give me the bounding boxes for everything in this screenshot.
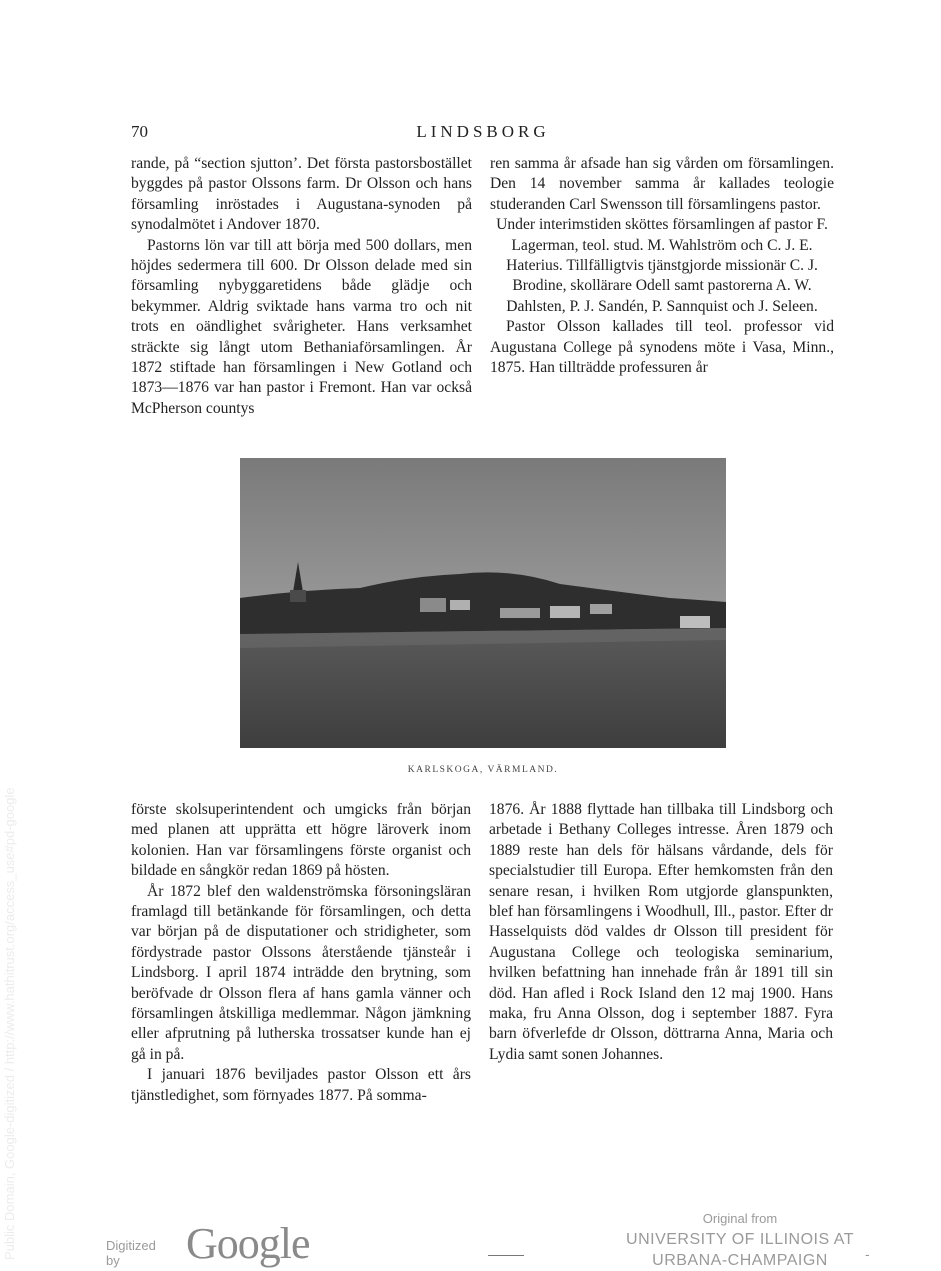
paragraph: ren samma år afsade han sig vården om församlingen. Den 14 november samma år kallades teologie studeranden Carl Swensson till församlingens pastor.	[490, 155, 834, 213]
paragraph: Pastor Olsson kallades till teol. professor vid Augustana College på synodens möte i Vasa, Minn., 1875. Han tillträdde professuren år	[490, 318, 834, 377]
text-column-bottom-right	[489, 800, 833, 1065]
university-line-2: URBANA-CHAMPAIGN	[652, 1252, 828, 1269]
photo-illustration	[240, 458, 726, 748]
paragraph: 1876. År 1888 flyttade han tillbaka till Lindsborg och arbetade i Bethany Colleges intresse. Åren 1879 och 1889 reste han dels för hälsans vårdande, dels för specialstudier till Europa. Efter hemkomsten från den senare resan, i hvilken Rom utgjorde glanspunkten, blef han församlingens i Woodhull, Ill., pastor. Efter dr Hasselquists död valdes dr Olsson till president för Augustana College och teologiska seminarium, hvilken befattning han innehade från år 1891 till sin död. Han afled i Rock Island den 12 maj 1900. Hans maka, fru Anna Olsson, dog i september 1887. Fyra barn öfverlefde dr Olsson, döttrarna Anna, Maria och Lydia samt sonen Johannes.	[489, 801, 833, 1063]
paragraph: Pastorns lön var till att börja med 500 dollars, men höjdes sedermera till 600. Dr Olsson delade med sin församling nybyggaretidens både glädje och bekymmer. Aldrig sviktade hans varma tro och nit trots en oändlighet svårigheter. Hans verksamhet sträckte sig långt utom Bethaniaförsamlingen. År 1872 stiftade han församlingen i New Gotland och 1873—1876 var han pastor i Fremont. Han var också McPherson countys	[131, 236, 472, 417]
paragraph: I januari 1876 beviljades pastor Olsson ett års tjänstledighet, som förnyades 1877. På somma-	[131, 1066, 471, 1104]
text-column-top-left	[131, 154, 472, 419]
original-from-block	[625, 1208, 855, 1271]
paragraph: rande, på “section sjutton’. Det första pastorsbostället byggdes på pastor Olssons farm. Dr Olsson och hans församling inröstades i Augustana-synoden på synodalmötet i Andover 1870.	[131, 155, 472, 234]
paragraph: År 1872 blef den waldenströmska försoningsläran framlagd till betänkande för församlingen, och detta var början på de disputationer och stridigheter, som fördystrade pastor Olssons återstående tjänsteår i Lindsborg. I april 1874 inträdde den brytning, som beröfvade dr Olsson flera af hans gamla vänner och församlingen åtskilliga medlemmar. Någon jämkning eller afprutning på lutherska trossatser kunde han ej gå in på.	[131, 882, 471, 1063]
side-watermark: Public Domain, Google-digitized / http://www.hathitrust.org/access_use#pd-google	[2, 787, 17, 1260]
footer-dash: -	[865, 1246, 870, 1262]
text-column-top-right	[490, 154, 834, 378]
footer-rule	[488, 1255, 524, 1256]
page-header	[131, 122, 835, 146]
university-line-1: UNIVERSITY OF ILLINOIS AT	[626, 1231, 854, 1248]
paragraph: förste skolsuperintendent och umgicks från början med planen att upprätta ett högre läroverk inom kolonien. Han var församlingens förste organist och bildade en sångkör redan 1869 på hösten.	[131, 801, 471, 880]
text-column-bottom-left	[131, 800, 471, 1106]
running-head: LINDSBORG	[416, 122, 550, 141]
google-logo: Google	[186, 1219, 310, 1268]
paragraph: Under interimstiden sköttes församlingen af pastor F. Lagerman, teol. stud. M. Wahlström och C. J. E. Haterius. Tillfälligtvis tjänstgjorde missionär C. J. Brodine, skollärare Odell samt pastorerna A. W. Dahlsten, P. J. Sandén, P. Sannquist och J. Seleen.	[496, 216, 828, 315]
landscape-photo	[240, 458, 726, 748]
photo-caption: KARLSKOGA, VÄRMLAND.	[407, 765, 559, 775]
page-number: 70	[131, 122, 148, 141]
original-from-label: Original from	[702, 1211, 778, 1226]
digitized-label: Digitized by	[106, 1238, 156, 1268]
